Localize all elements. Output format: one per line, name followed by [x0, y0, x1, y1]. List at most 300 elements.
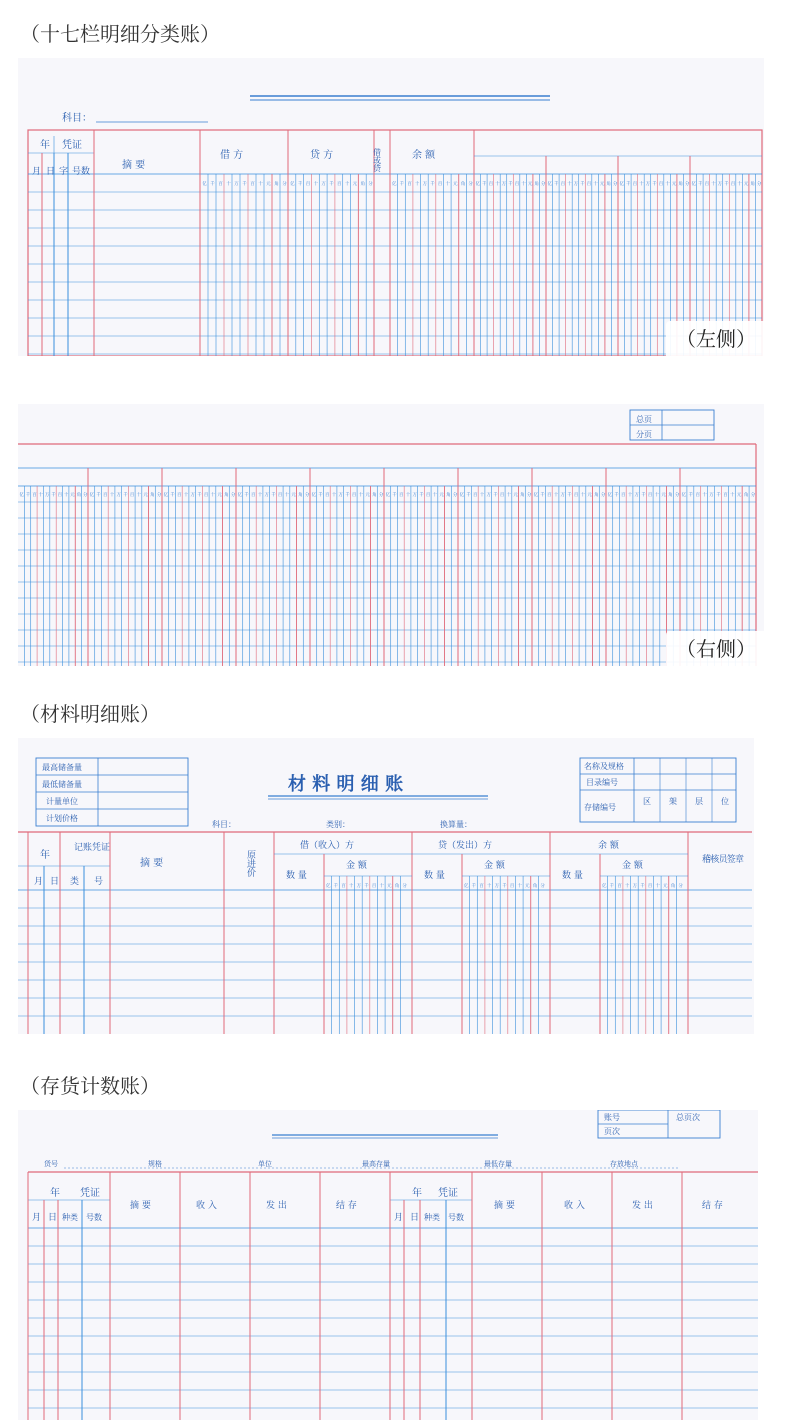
digit-place-label: 十 [737, 182, 742, 187]
digit-place-label: 百 [103, 493, 108, 498]
digit-place-label: 十 [580, 493, 586, 498]
digit-place-label: 角 [224, 493, 229, 498]
digit-place-label: 千 [345, 493, 350, 498]
digit-place-label: 千 [482, 182, 487, 187]
ledger-right-svg [18, 404, 764, 666]
day-header: 日 [46, 167, 56, 177]
digit-place-label: 万 [321, 182, 326, 187]
digit-place-label: 十 [136, 493, 142, 498]
month-header: 月 [32, 167, 42, 177]
digit-place-label: 亿 [163, 493, 169, 498]
spec-label: 规格 [148, 1160, 162, 1168]
digit-place-label: 千 [123, 493, 128, 498]
digit-place-label: 十 [567, 182, 572, 187]
digit-place-label: 千 [652, 182, 657, 187]
digit-place-label: 亿 [607, 493, 613, 498]
digit-place-label: 亿 [691, 182, 696, 187]
day-header: 日 [50, 877, 60, 887]
day-header-left: 日 [48, 1213, 58, 1223]
digit-place-label: 十 [63, 493, 69, 498]
digit-place-label: 百 [341, 884, 346, 889]
digit-place-label: 亿 [311, 493, 317, 498]
digit-place-label: 元 [513, 493, 518, 498]
digit-place-label: 分 [526, 493, 532, 498]
summary-header-right: 摘 要 [494, 1201, 515, 1211]
kind-header: 类 [70, 877, 80, 887]
subject-label: 科目： [62, 113, 92, 124]
digit-place-label: 十 [344, 182, 350, 187]
digit-place-label: 百 [57, 493, 63, 498]
caption-seventeen-column-ledger: （十七栏明细分类账） [20, 22, 220, 46]
digit-place-label: 元 [143, 493, 148, 498]
balance-amount-header: 金 额 [622, 861, 643, 871]
stock-header-right: 结 存 [702, 1201, 723, 1211]
digit-place-label: 分 [83, 493, 88, 498]
digit-place-label: 亿 [19, 493, 24, 498]
digit-place-label: 分 [612, 182, 618, 187]
digit-place-label: 亿 [681, 493, 687, 498]
digit-place-label: 元 [587, 493, 592, 498]
digit-place-label: 千 [96, 493, 101, 498]
digit-place-label: 万 [501, 182, 507, 187]
digit-place-label: 元 [671, 182, 677, 187]
credit-qty-header: 数 量 [424, 871, 445, 881]
digit-place-label: 元 [743, 182, 749, 187]
digit-place-label: 十 [702, 493, 707, 498]
digit-place-label: 分 [750, 493, 756, 498]
digit-place-label: 万 [356, 884, 362, 889]
digit-place-label: 千 [25, 493, 31, 498]
digit-place-label: 百 [573, 493, 579, 498]
digit-place-label: 千 [466, 493, 471, 498]
digit-place-label: 万 [338, 493, 343, 498]
digit-place-label: 分 [304, 493, 310, 498]
digit-place-label: 千 [580, 182, 585, 187]
digit-place-label: 角 [678, 182, 683, 187]
catalog-no-label: 目录编号 [586, 778, 618, 787]
digit-place-label: 角 [743, 493, 749, 498]
digit-place-label: 万 [234, 182, 239, 187]
digit-place-label: 百 [277, 493, 283, 498]
issue-header-right: 发 出 [632, 1201, 653, 1211]
digit-place-label: 万 [645, 182, 651, 187]
digit-place-label: 百 [632, 182, 638, 187]
max-reserve-label: 最高储备量 [42, 763, 82, 772]
digit-place-label: 角 [520, 493, 525, 498]
year-header-right: 年 [412, 1188, 422, 1199]
digit-place-label: 分 [230, 493, 236, 498]
digit-place-label: 元 [527, 182, 533, 187]
digit-place-label: 万 [494, 884, 500, 889]
digit-place-label: 百 [695, 493, 700, 498]
digit-place-label: 分 [756, 182, 762, 187]
balance-qty-header: 数 量 [562, 871, 583, 881]
year-header: 年 [40, 140, 50, 151]
plan-price-label: 计划价格 [46, 814, 78, 823]
digit-place-label: 亿 [202, 182, 207, 187]
digit-place-label: 十 [553, 493, 559, 498]
digit-place-label: 千 [392, 493, 397, 498]
category-label: 类别： [326, 820, 350, 829]
digit-place-label: 千 [567, 493, 572, 498]
digit-place-label: 分 [452, 493, 458, 498]
digit-place-label: 百 [337, 182, 342, 187]
digit-place-label: 角 [298, 493, 303, 498]
digit-place-label: 亿 [89, 493, 95, 498]
digit-place-label: 万 [632, 884, 638, 889]
word-header: 字 [59, 167, 69, 177]
credit-amount-header: 金 额 [484, 861, 505, 871]
digit-place-label: 元 [387, 884, 392, 889]
debit-header: 借 方 [220, 150, 244, 161]
digit-place-label: 千 [399, 182, 405, 187]
digit-place-label: 百 [473, 493, 478, 498]
digit-place-label: 十 [445, 182, 450, 187]
zone-label: 区 [643, 797, 651, 806]
digit-place-label: 万 [412, 493, 417, 498]
digit-place-label: 十 [730, 493, 735, 498]
digit-place-label: 千 [364, 884, 369, 889]
unit-price-header: 原进价 [245, 850, 255, 877]
digit-place-label: 十 [517, 884, 522, 889]
number-header: 号数 [72, 167, 91, 177]
digit-place-label: 千 [698, 182, 703, 187]
digit-place-label: 百 [647, 884, 653, 889]
digit-place-label: 十 [593, 182, 598, 187]
digit-place-label: 角 [150, 493, 155, 498]
digit-place-label: 百 [479, 884, 484, 889]
digit-place-label: 分 [678, 884, 683, 889]
digit-place-label: 分 [540, 182, 546, 187]
location-label: 存放地点 [610, 1160, 638, 1168]
digit-place-label: 万 [422, 182, 428, 187]
digit-place-label: 分 [378, 493, 384, 498]
debit-or-credit-header: 借或贷 [372, 148, 382, 172]
digit-place-label: 百 [509, 884, 515, 889]
digit-place-label: 千 [297, 182, 303, 187]
digit-place-label: 角 [274, 182, 279, 187]
debit-qty-header: 数 量 [286, 871, 307, 881]
digit-place-label: 十 [711, 182, 716, 187]
digit-place-label: 千 [271, 493, 276, 498]
digit-place-label: 百 [499, 493, 505, 498]
digit-place-label: 百 [177, 493, 182, 498]
digit-place-label: 角 [360, 182, 365, 187]
digit-place-label: 分 [282, 182, 287, 187]
digit-place-label: 亿 [464, 884, 469, 889]
digit-place-label: 十 [655, 884, 660, 889]
digit-place-label: 角 [76, 493, 82, 498]
digit-place-label: 角 [446, 493, 451, 498]
account-no-label: 账号 [604, 1113, 620, 1122]
digit-place-label: 十 [432, 493, 438, 498]
min-reserve-label: 最低储备量 [42, 780, 82, 789]
digit-place-label: 十 [210, 493, 216, 498]
digit-place-label: 角 [534, 182, 539, 187]
digit-place-label: 十 [313, 182, 319, 187]
caption-material-ledger: （材料明细账） [20, 702, 160, 726]
digit-place-label: 角 [594, 493, 599, 498]
ledger-left-svg [18, 58, 764, 356]
digit-place-label: 万 [560, 493, 565, 498]
digit-place-label: 万 [709, 493, 714, 498]
digit-place-label: 亿 [385, 493, 391, 498]
total-pages-label: 总页次 [676, 1113, 700, 1122]
digit-place-label: 元 [266, 182, 271, 187]
digit-place-label: 千 [609, 884, 615, 889]
digit-place-label: 十 [654, 493, 660, 498]
side-label-left: （左侧） [666, 321, 764, 356]
digit-place-label: 百 [407, 182, 412, 187]
digit-place-label: 百 [425, 493, 431, 498]
digit-place-label: 分 [684, 182, 690, 187]
inventory-ledger-sheet [18, 1110, 758, 1420]
digit-place-label: 亿 [326, 884, 331, 889]
digit-place-label: 角 [372, 493, 377, 498]
digit-place-label: 千 [640, 884, 645, 889]
ledger-right-grid [18, 468, 756, 666]
digit-place-label: 亿 [547, 182, 552, 187]
digit-place-label: 千 [641, 493, 646, 498]
balance-header: 余 额 [598, 841, 619, 851]
digit-place-label: 百 [560, 182, 566, 187]
digit-place-label: 万 [264, 493, 269, 498]
digit-place-label: 角 [394, 884, 400, 889]
receive-header-right: 收 入 [564, 1201, 585, 1211]
digit-place-label: 千 [210, 182, 215, 187]
digit-place-label: 百 [586, 182, 592, 187]
digit-place-label: 分 [156, 493, 162, 498]
voucher-header: 记账凭证 [74, 843, 111, 853]
signature-header: 稽核员签章 [702, 855, 744, 865]
material-ledger-svg [18, 738, 754, 1034]
digit-place-label: 亿 [290, 182, 295, 187]
digit-place-label: 十 [109, 493, 115, 498]
digit-place-label: 百 [723, 493, 728, 498]
month-header: 月 [34, 877, 44, 887]
digit-place-label: 千 [540, 493, 545, 498]
balance-header: 余 额 [412, 150, 436, 161]
digit-place-label: 十 [624, 884, 630, 889]
debit-amount-header: 金 额 [346, 861, 367, 871]
digit-place-label: 元 [439, 493, 444, 498]
digit-place-label: 亿 [619, 182, 624, 187]
stock-header-left: 结 存 [336, 1201, 357, 1211]
year-header-left: 年 [50, 1188, 60, 1199]
digit-place-label: 千 [502, 884, 507, 889]
voucher-header-right: 凭证 [438, 1188, 458, 1199]
voucher-header: 凭证 [62, 140, 82, 151]
digit-place-label: 百 [621, 493, 626, 498]
digit-place-label: 十 [331, 493, 337, 498]
digit-place-label: 亿 [237, 493, 243, 498]
digit-place-label: 元 [599, 182, 605, 187]
digit-place-label: 千 [508, 182, 513, 187]
digit-place-label: 千 [51, 493, 56, 498]
digit-place-label: 十 [506, 493, 512, 498]
digit-place-label: 十 [257, 493, 263, 498]
digit-place-label: 元 [352, 182, 358, 187]
digit-place-label: 百 [399, 493, 404, 498]
digit-place-label: 千 [493, 493, 498, 498]
name-spec-label: 名称及规格 [584, 762, 624, 771]
digit-place-label: 元 [661, 493, 666, 498]
num-header-right: 号数 [448, 1213, 464, 1222]
digit-place-label: 百 [325, 493, 330, 498]
total-pages-label: 总页 [636, 415, 652, 424]
digit-place-label: 百 [658, 182, 664, 187]
max-stock-label: 最高存量 [362, 1160, 390, 1168]
side-label-right: （右侧） [666, 631, 764, 666]
digit-place-label: 百 [437, 182, 443, 187]
material-ledger-sheet [18, 738, 754, 1034]
digit-place-label: 分 [540, 884, 545, 889]
digit-place-label: 千 [333, 884, 339, 889]
storage-no-label: 存储编号 [584, 803, 616, 812]
digit-place-label: 千 [430, 182, 435, 187]
digit-place-label: 分 [674, 493, 680, 498]
digit-place-label: 千 [724, 182, 729, 187]
digit-place-label: 十 [358, 493, 364, 498]
year-header: 年 [40, 850, 50, 861]
digit-place-label: 元 [663, 884, 668, 889]
digit-place-label: 十 [226, 182, 231, 187]
summary-header: 摘 要 [140, 858, 164, 869]
position-label: 位 [721, 797, 729, 806]
min-stock-label: 最低存量 [484, 1160, 512, 1168]
summary-header: 摘 要 [122, 160, 146, 171]
sub-pages-label: 分页 [636, 430, 652, 439]
digit-place-label: 万 [573, 182, 579, 187]
digit-place-label: 百 [730, 182, 736, 187]
digit-place-label: 十 [479, 493, 485, 498]
digit-place-label: 十 [665, 182, 670, 187]
digit-place-label: 千 [318, 493, 323, 498]
digit-place-label: 万 [634, 493, 639, 498]
kind-header-right: 种类 [424, 1213, 440, 1222]
digit-place-label: 万 [190, 493, 195, 498]
receive-header-left: 收 入 [196, 1201, 217, 1211]
digit-place-label: 千 [688, 493, 694, 498]
digit-place-label: 百 [514, 182, 520, 187]
digit-place-label: 角 [460, 182, 466, 187]
month-header-right: 月 [394, 1213, 404, 1223]
digit-place-label: 元 [365, 493, 370, 498]
digit-place-label: 千 [554, 182, 559, 187]
voucher-header-left: 凭证 [80, 1188, 100, 1199]
digit-place-label: 亿 [602, 884, 607, 889]
kind-header-left: 种类 [62, 1213, 78, 1222]
digit-place-label: 十 [486, 884, 492, 889]
month-header-left: 月 [32, 1213, 42, 1223]
num-header-left: 号数 [86, 1213, 102, 1222]
shelf-label: 架 [669, 797, 677, 806]
digit-place-label: 百 [203, 493, 209, 498]
digit-place-label: 十 [258, 182, 263, 187]
digit-place-label: 十 [284, 493, 290, 498]
digit-place-label: 十 [414, 182, 420, 187]
digit-place-label: 亿 [392, 182, 397, 187]
digit-place-label: 千 [716, 493, 721, 498]
digit-place-label: 十 [405, 493, 411, 498]
summary-header-left: 摘 要 [130, 1201, 151, 1211]
digit-place-label: 十 [639, 182, 644, 187]
digit-place-label: 百 [250, 182, 255, 187]
material-ledger-title: 材 料 明 细 账 [288, 774, 404, 795]
ledger-sheet-right [18, 404, 764, 666]
goods-no-label: 货号 [44, 1160, 58, 1168]
digit-place-label: 元 [453, 182, 458, 187]
credit-header: 贷 方 [310, 150, 334, 161]
debit-header: 借（收入）方 [300, 841, 355, 851]
digit-place-label: 亿 [459, 493, 465, 498]
digit-place-label: 百 [371, 884, 377, 889]
digit-place-label: 百 [488, 182, 494, 187]
digit-place-label: 元 [217, 493, 222, 498]
subject-label: 科目： [212, 820, 236, 829]
digit-place-label: 分 [600, 493, 606, 498]
digit-place-label: 万 [44, 493, 50, 498]
num-header: 号 [94, 877, 104, 887]
digit-place-label: 角 [668, 493, 673, 498]
digit-place-label: 万 [486, 493, 491, 498]
digit-place-label: 千 [242, 182, 247, 187]
digit-place-label: 十 [379, 884, 384, 889]
digit-place-label: 元 [70, 493, 75, 498]
digit-place-label: 分 [368, 182, 373, 187]
digit-place-label: 元 [525, 884, 530, 889]
digit-place-label: 千 [197, 493, 202, 498]
issue-header-left: 发 出 [266, 1201, 287, 1211]
digit-place-label: 十 [348, 884, 354, 889]
inventory-ledger-svg [18, 1110, 758, 1420]
digit-place-label: 亿 [475, 182, 480, 187]
digit-place-label: 千 [471, 884, 477, 889]
unit-label: 计量单位 [46, 797, 78, 806]
digit-place-label: 元 [736, 493, 742, 498]
digit-place-label: 百 [129, 493, 135, 498]
digit-place-label: 元 [291, 493, 296, 498]
digit-place-label: 百 [547, 493, 552, 498]
digit-place-label: 百 [647, 493, 653, 498]
digit-place-label: 十 [183, 493, 189, 498]
caption-inventory-ledger: （存货计数账） [20, 1074, 160, 1098]
digit-place-label: 百 [351, 493, 357, 498]
digit-place-label: 十 [38, 493, 43, 498]
digit-place-label: 角 [670, 884, 676, 889]
digit-place-label: 百 [32, 493, 37, 498]
digit-place-label: 千 [419, 493, 424, 498]
digit-place-label: 角 [606, 182, 611, 187]
conversion-label: 换算量： [440, 820, 472, 829]
digit-place-label: 十 [627, 493, 633, 498]
digit-place-label: 千 [329, 182, 334, 187]
digit-place-label: 千 [626, 182, 631, 187]
layer-label: 层 [695, 797, 703, 806]
digit-place-label: 十 [495, 182, 500, 187]
digit-place-label: 百 [617, 884, 622, 889]
day-header-right: 日 [410, 1213, 420, 1223]
digit-place-label: 千 [244, 493, 249, 498]
digit-place-label: 百 [218, 182, 223, 187]
digit-place-label: 角 [532, 884, 538, 889]
unit-label: 单位 [258, 1160, 272, 1168]
digit-place-label: 角 [750, 182, 755, 187]
digit-place-label: 百 [704, 182, 710, 187]
digit-place-label: 万 [116, 493, 121, 498]
digit-place-label: 分 [402, 884, 407, 889]
digit-place-label: 百 [305, 182, 311, 187]
